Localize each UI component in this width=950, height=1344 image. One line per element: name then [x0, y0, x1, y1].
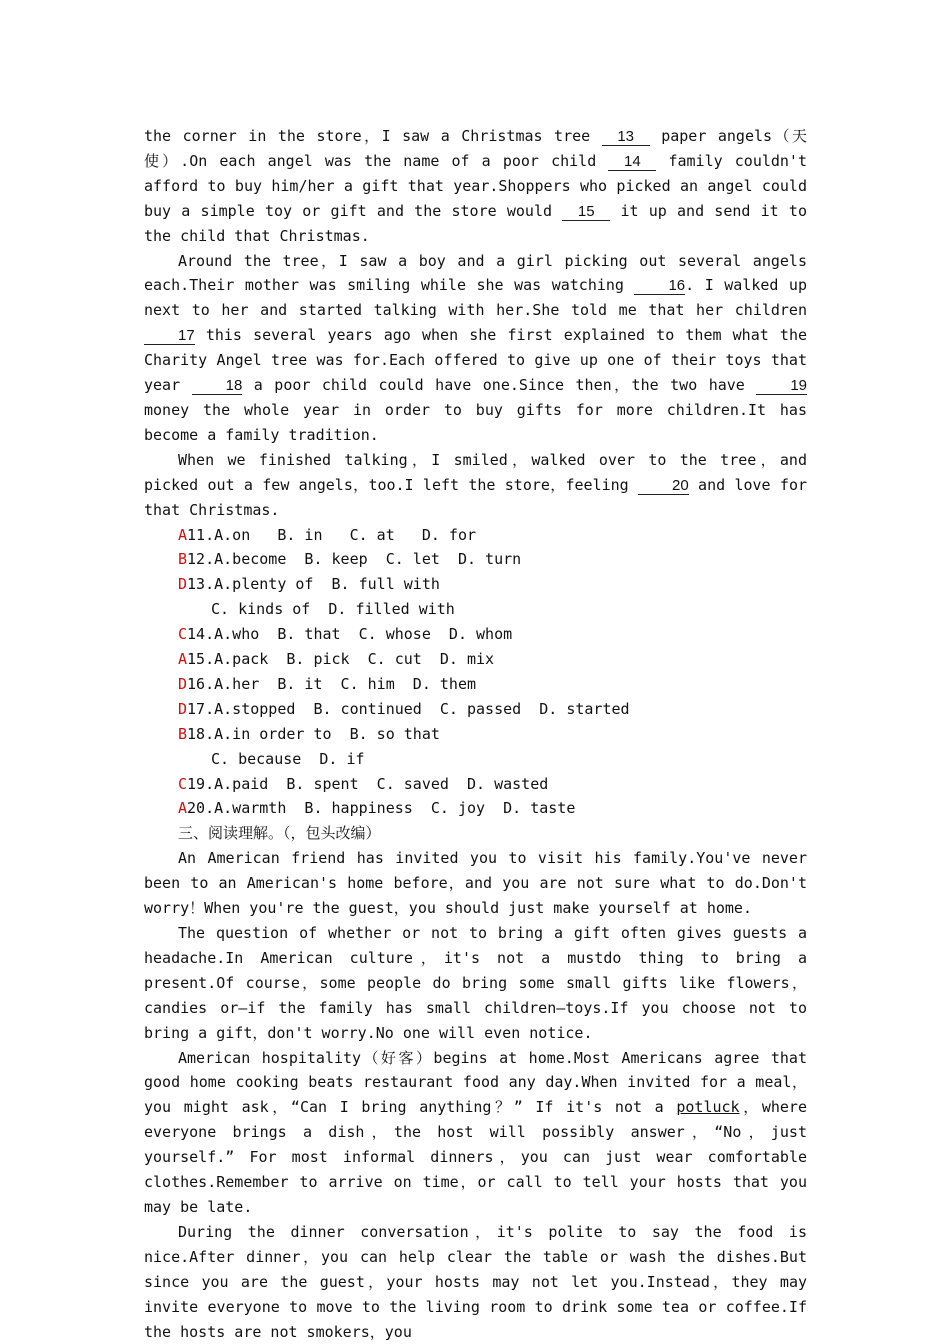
reading-paragraph-3	[144, 1046, 807, 1220]
question-20	[144, 796, 807, 821]
answer-key: A	[178, 525, 188, 544]
answer-key: D	[178, 674, 188, 693]
section-heading: 三、阅读理解。（，包头改编）	[178, 824, 381, 843]
answer-key: D	[178, 575, 188, 594]
question-options: 11.A.on B. in C. at D. for	[187, 525, 477, 544]
answer-key: C	[178, 774, 188, 793]
text-run: ，where everyone brings a dish，the host will possibly answer，“No，just yourself.” For most informal dinners，you can just wear comfortable clothes.Remember to arrive on time，or call to tell your hosts that you may be late.	[144, 1098, 807, 1216]
blank-15: 15	[562, 204, 610, 221]
cloze-paragraph-3	[144, 448, 807, 523]
question-11	[144, 523, 807, 548]
question-options: 19.A.paid B. spent C. saved D. wasted	[187, 774, 549, 793]
text-run: a poor child could have one.Since then，the two have	[242, 376, 757, 395]
reading-paragraph-4: During the dinner conversation，it's polite to say the food is nice.After dinner，you can help clear the table or wash the dishes.But since you are the guest，your hosts may not let you.Instead，they may invite everyone to move to the living room to drink some tea or coffee.If the hosts are not smokers，you	[144, 1222, 807, 1341]
underlined-word: potluck	[676, 1098, 740, 1117]
text-run: American hospitality（好客）begins at home.Most Americans agree that good home cooking beats restaurant food any day.When invited for a meal，you might ask，“Can I bring anything？” If it's not a	[144, 1048, 807, 1117]
reading-paragraph-1: An American friend has invited you to visit his family.You've never been to an American's home before，and you are not sure what to do.Don't worry！When you're the guest，you should just make yourself at home.	[144, 849, 807, 918]
question-18	[144, 722, 807, 747]
text-run: When we finished talking，I smiled，walked over to the tree，and picked out a few angels，too.I left the store，feeling	[144, 450, 807, 494]
blank-13: 13	[602, 129, 650, 146]
blank-18: 18	[192, 378, 243, 395]
answer-key: B	[178, 550, 188, 569]
blank-20: 20	[638, 478, 689, 495]
question-18-continued: C. because D. if	[211, 749, 365, 768]
answer-key: A	[178, 799, 188, 818]
question-13	[144, 572, 807, 597]
reading-paragraph-2: The question of whether or not to bring a gift often gives guests a headache.In American culture，it's not a mustdo thing to bring a present.Of course，some people do bring some small gifts like flowers，candies or—if the family has small children—toys.If you choose not to bring a gift，don't worry.No one will even notice.	[144, 924, 807, 1042]
cloze-paragraph-1	[144, 124, 807, 249]
text-run: it up and send it to the child that Christmas.	[144, 201, 807, 245]
question-options: 12.A.become B. keep C. let D. turn	[187, 550, 522, 569]
blank-17: 17	[144, 328, 195, 345]
question-15	[144, 647, 807, 672]
answer-key: C	[178, 625, 188, 644]
cloze-paragraph-2	[144, 249, 807, 448]
answer-key: D	[178, 699, 188, 718]
text-run: paper angels（天使）.On each angel was the name of a poor child	[144, 127, 808, 170]
text-run: family couldn't afford to buy him/her a gift that year.Shoppers who picked an angel could buy a simple toy or gift and the store would	[144, 151, 807, 220]
question-options: 20.A.warmth B. happiness C. joy D. taste	[187, 799, 576, 818]
question-options: 14.A.who B. that C. whose D. whom	[187, 625, 513, 644]
text-run: . I walked up next to her and started talking with her.She told me that her children	[144, 276, 807, 320]
question-12	[144, 547, 807, 572]
question-17	[144, 697, 807, 722]
answer-key: B	[178, 724, 188, 743]
text-body	[144, 124, 807, 1344]
question-14	[144, 622, 807, 647]
question-list	[144, 523, 807, 822]
blank-14: 14	[608, 154, 656, 171]
text-run: and love for that Christmas.	[144, 475, 808, 519]
question-16	[144, 672, 807, 697]
blank-19: 19	[756, 378, 807, 395]
blank-16: 16	[634, 278, 685, 295]
text-run: Around the tree，I saw a boy and a girl picking out several angels each.Their mother was smiling while she was watching	[144, 251, 807, 295]
text-run: the corner in the store，I saw a Christmas tree	[144, 127, 602, 145]
question-options: 18.A.in order to B. so that	[187, 724, 440, 743]
question-19	[144, 772, 807, 797]
question-options: 16.A.her B. it C. him D. them	[187, 674, 477, 693]
question-options: 17.A.stopped B. continued C. passed D. started	[187, 699, 630, 718]
question-13-continued: C. kinds of D. filled with	[211, 600, 455, 619]
text-run: money the whole year in order to buy gifts for more children.It has become a family tradition.	[144, 400, 807, 444]
text-run: this several years ago when she first explained to them what the Charity Angel tree was for.Each offered to give up one of their toys that year	[144, 326, 807, 395]
question-options: 13.A.plenty of B. full with	[187, 575, 440, 594]
question-options: 15.A.pack B. pick C. cut D. mix	[187, 650, 495, 669]
answer-key: A	[178, 650, 188, 669]
